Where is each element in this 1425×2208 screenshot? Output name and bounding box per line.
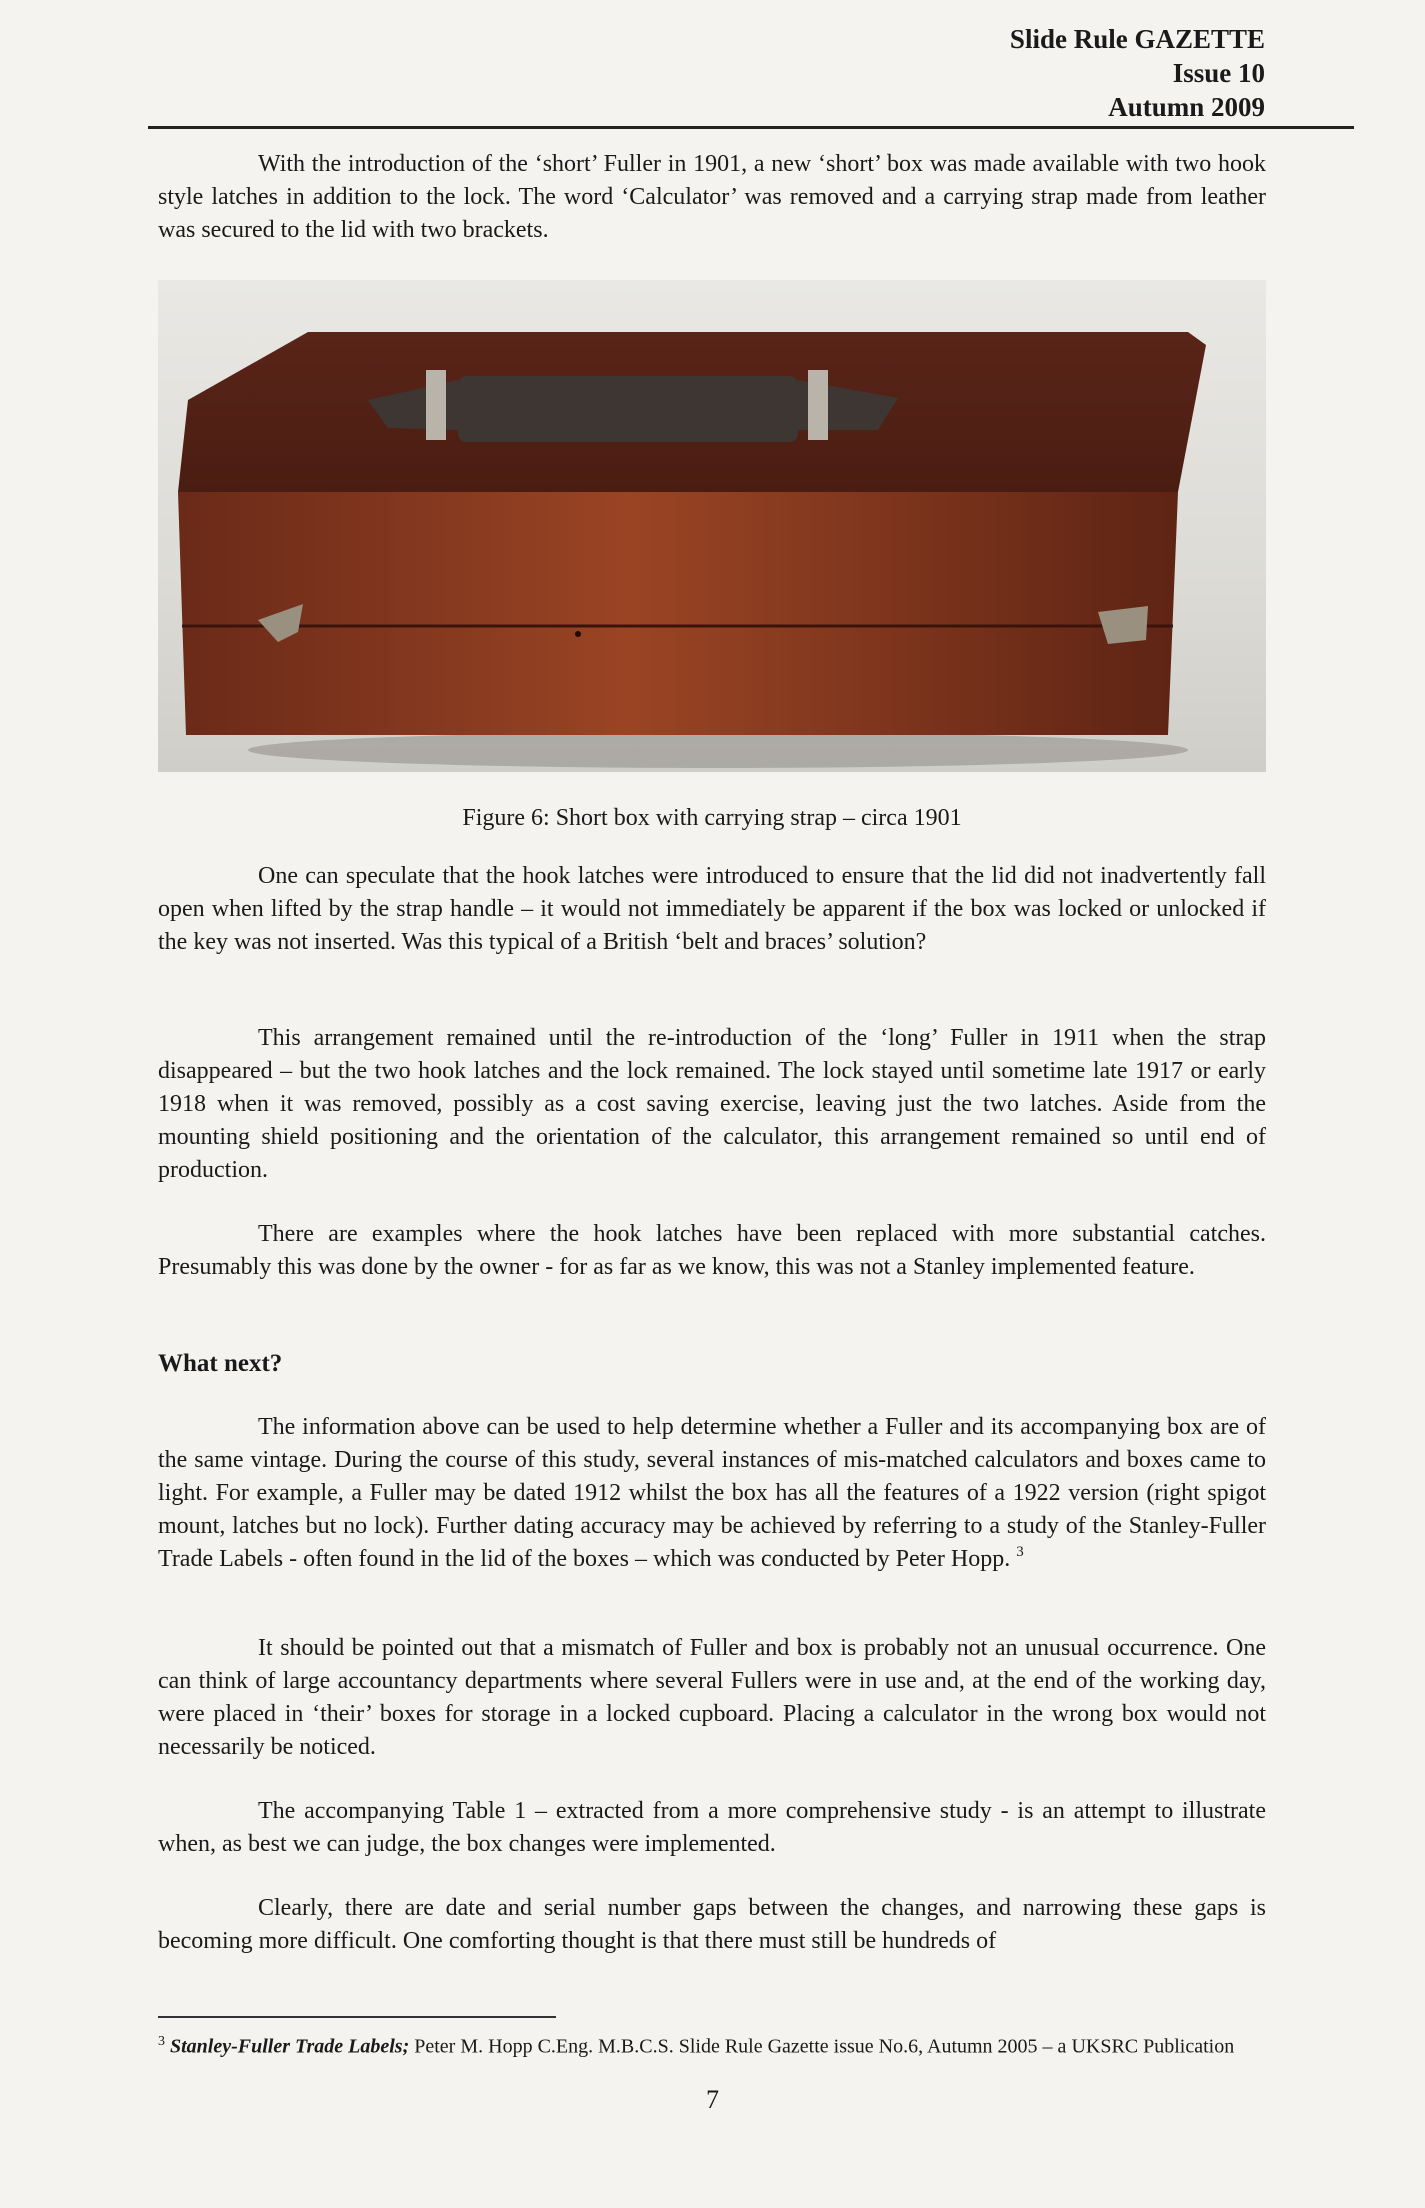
paragraph-arrangement: This arrangement remained until the re-introduction of the ‘long’ Fuller in 1911 when the strap disappeared – but the two hook latches and the lock remained. The lock stayed until sometime late 1917 or early 1918 when it was removed, possibly as a cost saving exercise, leaving just the two latches. Aside from the mounting shield positioning and the orientation of the calculator, this arrangement remained so until end of production. bbox=[158, 1025, 1266, 1183]
box-shadow bbox=[248, 732, 1188, 768]
paragraph-table-intro: The accompanying Table 1 – extracted from a more comprehensive study - is an attempt to illustrate when, as best we can judge, the box changes were implemented. bbox=[158, 1798, 1266, 1857]
box-photograph bbox=[158, 280, 1266, 772]
paragraph-speculation: One can speculate that the hook latches were introduced to ensure that the lid did not inadvertently fall open when lifted by the strap handle – it would not immediately be apparent if the box was locked or unlocked if the key was not inserted. Was this typical of a British ‘belt and braces’ solution? bbox=[158, 863, 1266, 955]
leather-strap bbox=[458, 376, 798, 442]
footnote-title: Stanley-Fuller Trade Labels; bbox=[170, 2035, 410, 2058]
paragraph-examples: There are examples where the hook latches have been replaced with more substantial catches. Presumably this was done by the owner - for as far as we know, this was not a Stanley implemented feature. bbox=[158, 1221, 1266, 1280]
figure-caption: Figure 6: Short box with carrying strap – circa 1901 bbox=[462, 805, 962, 831]
paragraph-information-text: The information above can be used to help determine whether a Fuller and its accompanying box are of the same vintage. During the course of this study, several instances of mis-matched calculators and boxes came to light. For example, a Fuller may be dated 1912 whilst the box has all the features of a 1922 version (right spigot mount, latches but no lock). Further dating accuracy may be achieved by referring to a study of the Stanley-Fuller Trade Labels - often found in the lid of the boxes – which was conducted by Peter Hopp. bbox=[158, 1414, 1266, 1572]
paragraph-intro: With the introduction of the ‘short’ Fuller in 1901, a new ‘short’ box was made available with two hook style latches in addition to the lock. The word ‘Calculator’ was removed and a carrying strap made from leather was secured to the lid with two brackets. bbox=[158, 151, 1266, 243]
footnote-reference[interactable]: 3 bbox=[1016, 1544, 1024, 1560]
header-rule bbox=[148, 126, 1354, 129]
paragraph-mismatch: It should be pointed out that a mismatch of Fuller and box is probably not an unusual occurrence. One can think of large accountancy departments where several Fullers were in use and, at the end of the working day, were placed in ‘their’ boxes for storage in a locked cupboard. Placing a calculator in the wrong box would not necessarily be noticed. bbox=[158, 1635, 1266, 1760]
strap-bracket-left bbox=[426, 370, 446, 440]
box-front bbox=[178, 492, 1178, 735]
section-heading-what-next: What next? bbox=[158, 1350, 283, 1377]
lock-keyhole bbox=[575, 631, 581, 637]
strap-bracket-right bbox=[808, 370, 828, 440]
wooden-box-illustration bbox=[158, 280, 1266, 772]
issue-season: Autumn 2009 bbox=[1108, 92, 1265, 122]
paragraph-information bbox=[158, 1411, 1266, 1576]
issue-number: Issue 10 bbox=[1172, 58, 1265, 88]
footnote bbox=[158, 2028, 1266, 2061]
publication-title: Slide Rule GAZETTE bbox=[1009, 24, 1265, 54]
footnote-rule bbox=[158, 2016, 556, 2018]
page-number: 7 bbox=[706, 2085, 719, 2114]
footnote-text: Peter M. Hopp C.Eng. M.B.C.S. Slide Rule Gazette issue No.6, Autumn 2005 – a UKSRC Publication bbox=[409, 2035, 1235, 2058]
page-header bbox=[1010, 22, 1265, 124]
footnote-number: 3 bbox=[158, 2034, 165, 2049]
paragraph-gaps: Clearly, there are date and serial number gaps between the changes, and narrowing these gaps is becoming more difficult. One comforting thought is that there must still be hundreds of bbox=[158, 1895, 1266, 1954]
